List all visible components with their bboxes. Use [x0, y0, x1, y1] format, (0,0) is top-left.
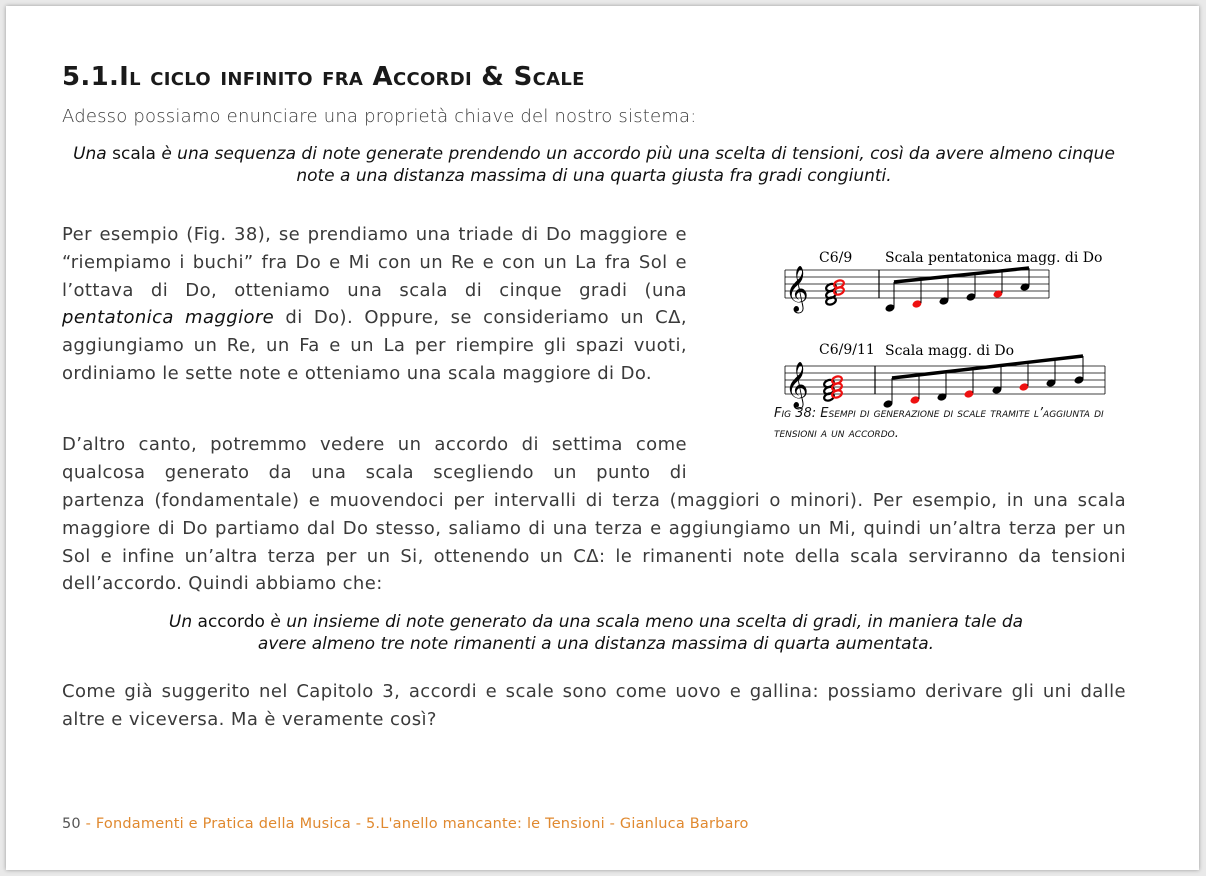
para1-before: Per esempio (Fig. 38), se prendiamo una triade di Do maggiore e “riempiamo i buchi” fra Do e Mi con un Re e con un La fra Sol e l’ottava di Do, otteniamo una scala di cinque gradi (una: [62, 224, 687, 301]
page-footer: [62, 816, 749, 832]
para1-after: di Do). Oppure, se consideriamo un CΔ, aggiungiamo un Re, un Fa e un La per riempire gli spazi vuoti, ordiniamo le sette note e otteniamo una scala maggiore di Do.: [62, 307, 687, 384]
section-heading: 5.1.Il ciclo infinito fra Accordi & Scale: [62, 62, 585, 92]
page-number: 50: [62, 816, 81, 832]
intro-text: Adesso possiamo enunciare una proprietà chiave del nostro sistema:: [62, 106, 697, 127]
note-beam: [892, 356, 1083, 378]
paragraph-chord-from-scale-b: partenza (fondamentale) e muovendoci per intervalli di terza (maggiori o minori). Per esempio, in una scala maggiore di Do partiamo dal Do stesso, saliamo di una terza e aggiungiamo un Mi, quindi un’altra terza per un Sol e infine un’altra terza per un Si, ottenendo un CΔ: le rimanenti note della scala serviranno da tensioni dell’accordo. Quindi abbiamo che:: [62, 490, 1126, 595]
treble-clef-icon-2: 𝄞: [785, 362, 809, 408]
def-term-scale: scala: [106, 144, 162, 164]
figure-caption: Fig 38: Esempi di generazione di scale tramite l’aggiunta di tensioni a un accordo.: [774, 406, 1104, 441]
staff1: [785, 270, 1049, 298]
document-page: [6, 6, 1199, 870]
paragraph-chord-from-scale-a: D’altro canto, potremmo vedere un accordo di settima come qualcosa generato da una scala scegliendo un punto di: [62, 434, 687, 483]
staff2-scale-notes: [883, 356, 1085, 409]
chord-definition: [146, 611, 1046, 655]
def2-body: è un insieme di note generato da una scala meno una scelta di gradi, in maniera tale da avere almeno tre note rimanenti a una distanza massima di quarta aumentata.: [257, 612, 1024, 654]
def-word-1: Una: [73, 144, 107, 164]
def-term-chord: accordo: [192, 612, 271, 632]
def-body: è una sequenza di note generate prendendo un accordo più una scelta di tensioni, così da avere almeno cinque note a una distanza massima di una quarta giusta fra gradi congiunti.: [161, 144, 1115, 186]
staff1-chord: [825, 279, 845, 306]
staff2-scale-label: Scala magg. di Do: [885, 343, 1015, 359]
footer-text: - Fondamenti e Pratica della Musica - 5.L'anello mancante: le Tensioni - Gianluca Barbaro: [80, 816, 749, 832]
paragraph-conclusion: Come già suggerito nel Capitolo 3, accordi e scale sono come uovo e gallina: possiamo derivare gli uni dalle altre e viceversa. Ma è veramente così?: [62, 681, 1126, 730]
staff2-chord: [823, 375, 843, 402]
staff2-chord-label: C6/9/11: [819, 342, 875, 358]
scale-definition: [62, 143, 1126, 187]
staff1-chord-label: C6/9: [819, 250, 853, 266]
staff1-scale-notes: [885, 268, 1031, 313]
treble-clef-icon-1: 𝄞: [785, 266, 809, 312]
staff1-scale-label: Scala pentatonica magg. di Do: [885, 250, 1103, 266]
figure-38-staves: [771, 242, 1131, 412]
def2-word-1: Un: [168, 612, 193, 632]
paragraph-example: [62, 221, 687, 388]
para1-emphasis: pentatonica maggiore: [62, 307, 275, 329]
